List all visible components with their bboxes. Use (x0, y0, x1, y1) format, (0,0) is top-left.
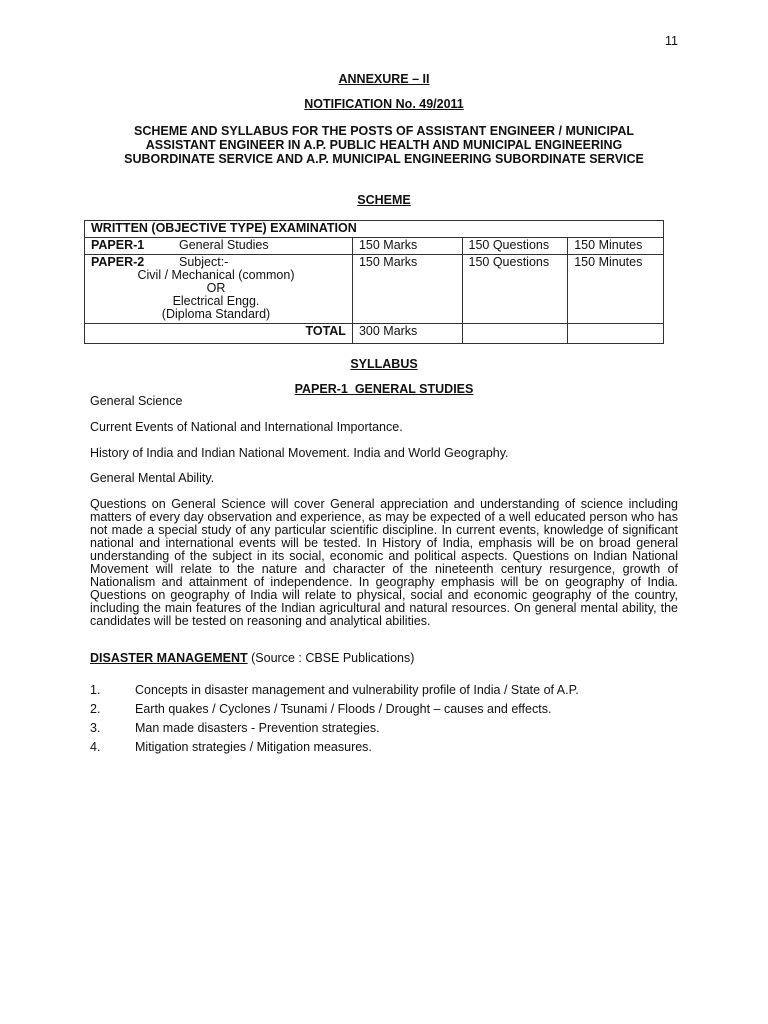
list-item (90, 722, 678, 735)
total-empty-cell (462, 324, 568, 344)
list-item-number: 1. (90, 683, 101, 697)
paper2-questions: 150 Questions (462, 255, 568, 324)
list-item (90, 684, 678, 697)
paper2-subject-line: OR (206, 281, 226, 295)
disaster-source: (Source : CBSE Publications) (247, 651, 415, 665)
paper2-subject-line: Subject:- (179, 255, 229, 269)
notification-text: NOTIFICATION No. 49/2011 (304, 97, 464, 111)
annexure-heading (0, 72, 768, 86)
list-item-number: 2. (90, 702, 101, 716)
scheme-title-line: SCHEME AND SYLLABUS FOR THE POSTS OF ASSISTANT ENGINEER / MUNICIPAL (133, 124, 635, 138)
total-label: TOTAL (85, 324, 353, 344)
list-item-text: Mitigation strategies / Mitigation measures. (135, 740, 372, 754)
notification-heading (0, 97, 768, 111)
list-item (90, 703, 678, 716)
list-item-text: Concepts in disaster management and vulnerability profile of India / State of A.P. (135, 683, 579, 697)
paper1-marks: 150 Marks (352, 238, 462, 255)
list-item-text: Man made disasters - Prevention strategies. (135, 721, 380, 735)
topic-mental-ability: General Mental Ability. (90, 471, 215, 485)
paper1-questions: 150 Questions (462, 238, 568, 255)
scheme-table (84, 220, 664, 344)
disaster-management-line (90, 652, 678, 665)
syllabus-paragraph: Questions on General Science will cover General appreciation and understanding of science including matters of every day observation and experience, as may be expected of a well educated person who has not made a special study of any particular scientific discipline. In current events, knowledge of significant national and international events will be tested. In History of India, emphasis will be on broad general understanding of the subject in its social, economic and political aspects. Questions on Indian National Movement will relate to the nature and character of the nineteenth century resurgence, growth of Nationalism and attainment of independence. In geography emphasis will be on geography of India. Questions on geography of India will relate to physical, social and economic geography of the country, including the main features of the Indian agricultural and natural resources. On general mental ability, the candidates will be tested on reasoning and analytical abilities. (90, 497, 678, 628)
annexure-text: ANNEXURE – II (338, 72, 430, 86)
page-number: 11 (665, 34, 678, 48)
paper2-subject-line: Electrical Engg. (172, 294, 260, 308)
paper2-subject-line: Civil / Mechanical (common) (137, 268, 295, 282)
syllabus-heading-text: SYLLABUS (350, 357, 418, 371)
table-row-paper1 (85, 238, 664, 255)
topic-current-events: Current Events of National and International Importance. (90, 420, 403, 434)
table-header-cell: WRITTEN (OBJECTIVE TYPE) EXAMINATION (85, 221, 664, 238)
paper2-label: PAPER-2 (91, 255, 145, 269)
paper1-heading-text: PAPER-1 GENERAL STUDIES (294, 382, 474, 396)
list-item-number: 3. (90, 721, 101, 735)
scheme-title-line: ASSISTANT ENGINEER IN A.P. PUBLIC HEALTH AND MUNICIPAL ENGINEERING (145, 138, 623, 152)
paper2-minutes: 150 Minutes (568, 255, 664, 324)
paper2-cell (85, 255, 353, 324)
table-row-paper2 (85, 255, 664, 324)
list-item-number: 4. (90, 740, 101, 754)
syllabus-heading (0, 357, 768, 371)
total-marks: 300 Marks (352, 324, 462, 344)
list-item (90, 741, 678, 754)
disaster-heading: DISASTER MANAGEMENT (90, 651, 248, 665)
list-item-text: Earth quakes / Cyclones / Tsunami / Floods / Drought – causes and effects. (135, 702, 552, 716)
table-row-total (85, 324, 664, 344)
table-header-row (85, 221, 664, 238)
paper2-marks: 150 Marks (352, 255, 462, 324)
scheme-heading (0, 193, 768, 207)
scheme-title-line: SUBORDINATE SERVICE AND A.P. MUNICIPAL ENGINEERING SUBORDINATE SERVICE (124, 152, 644, 166)
scheme-title (0, 124, 768, 166)
disaster-list (90, 684, 678, 760)
paper1-subject: General Studies (179, 238, 269, 252)
paper1-cell (85, 238, 353, 255)
paper1-minutes: 150 Minutes (568, 238, 664, 255)
topic-general-science: General Science (90, 394, 183, 408)
scheme-heading-text: SCHEME (357, 193, 411, 207)
paper2-subject-line: (Diploma Standard) (161, 307, 271, 321)
total-empty-cell (568, 324, 664, 344)
topic-history: History of India and Indian National Movement. India and World Geography. (90, 446, 509, 460)
paper1-label: PAPER-1 (91, 238, 145, 252)
